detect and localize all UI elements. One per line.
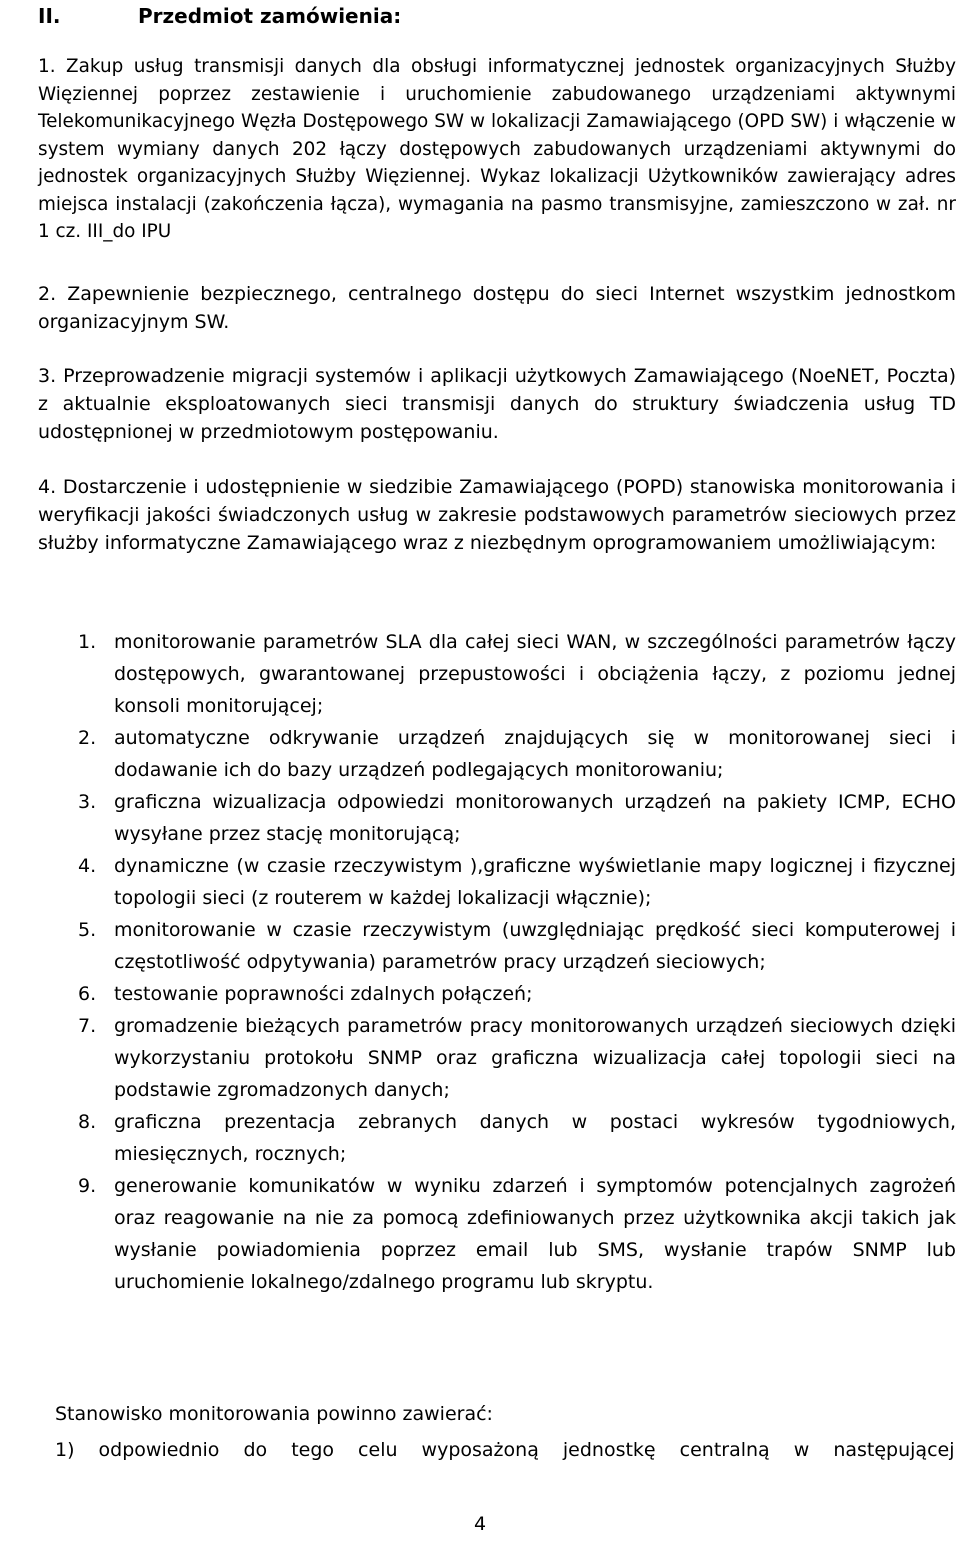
list-item-text: graficzna wizualizacja odpowiedzi monitorowanych urządzeń na pakiety ICMP, ECHO wysyłane przez stację monitorującą; bbox=[114, 791, 956, 845]
list-item bbox=[78, 722, 956, 786]
list-item-text: gromadzenie bieżących parametrów pracy monitorowanych urządzeń sieciowych dzięki wykorzystaniu protokołu SNMP oraz graficzna wizualizacja całej topologii sieci na podstawie zgromadzonych danych; bbox=[114, 1015, 956, 1101]
monitoring-requirements-list bbox=[78, 626, 956, 1298]
paragraph-3: 3. Przeprowadzenie migracji systemów i aplikacji użytkowych Zamawiającego (NoeNET, Poczta) z aktualnie eksploatowanych sieci transmisji danych do struktury świadczenia usług TD udostępnionej w przedmiotowym postępowaniu. bbox=[38, 365, 956, 443]
list-item bbox=[78, 1106, 956, 1170]
list-item-text: testowanie poprawności zdalnych połączeń; bbox=[114, 983, 533, 1005]
list-item-text: automatyczne odkrywanie urządzeń znajdujących się w monitorowanej sieci i dodawanie ich do bazy urządzeń podlegających monitorowaniu; bbox=[114, 727, 956, 781]
paragraph-4: 4. Dostarczenie i udostępnienie w siedzibie Zamawiającego (POPD) stanowiska monitorowania i weryfikacji jakości świadczonych usług w zakresie podstawowych parametrów sieciowych przez służby informatyczne Zamawiającego wraz z niezbędnym oprogramowaniem umożliwiającym: bbox=[38, 476, 956, 554]
list-item-text: dynamiczne (w czasie rzeczywistym ),graficzne wyświetlanie mapy logicznej i fizycznej topologii sieci (z routerem w każdej lokalizacji włącznie); bbox=[114, 855, 956, 909]
list-item-number: 4. bbox=[78, 855, 97, 877]
list-item-text: monitorowanie parametrów SLA dla całej sieci WAN, w szczególności parametrów łączy dostępowych, gwarantowanej przepustowości i obciążenia łączy, z poziomu jednej konsoli monitorującej; bbox=[114, 631, 956, 717]
list-item bbox=[78, 978, 956, 1010]
list-item bbox=[78, 850, 956, 914]
section-title: Przedmiot zamówienia: bbox=[138, 4, 402, 28]
list-item bbox=[78, 786, 956, 850]
station-item: 1) odpowiednio do tego celu wyposażoną jednostkę centralną w następującej bbox=[55, 1439, 955, 1461]
list-item-text: graficzna prezentacja zebranych danych w postaci wykresów tygodniowych, miesięcznych, rocznych; bbox=[114, 1111, 956, 1165]
list-item bbox=[78, 1010, 956, 1106]
list-item-number: 9. bbox=[78, 1175, 97, 1197]
list-item bbox=[78, 626, 956, 722]
list-item bbox=[78, 1170, 956, 1298]
list-item-number: 1. bbox=[78, 631, 97, 653]
list-item-number: 5. bbox=[78, 919, 97, 941]
list-item-number: 8. bbox=[78, 1111, 97, 1133]
list-item-number: 6. bbox=[78, 983, 97, 1005]
section-heading bbox=[38, 4, 401, 28]
list-item-number: 3. bbox=[78, 791, 97, 813]
page-number: 4 bbox=[473, 1513, 487, 1535]
list-item-text: generowanie komunikatów w wyniku zdarzeń i symptomów potencjalnych zagrożeń oraz reagowanie na nie za pomocą zdefiniowanych przez użytkownika akcji takich jak wysłanie powiadomienia poprzez email lub SMS, wysłanie trapów SNMP lub uruchomienie lokalnego/zdalnego programu lub skryptu. bbox=[114, 1175, 956, 1293]
list-item-number: 2. bbox=[78, 727, 97, 749]
section-number: II. bbox=[38, 4, 61, 28]
paragraph-2: 2. Zapewnienie bezpiecznego, centralnego dostępu do sieci Internet wszystkim jednostkom organizacyjnym SW. bbox=[38, 283, 956, 333]
list-item-text: monitorowanie w czasie rzeczywistym (uwzględniając prędkość sieci komputerowej i częstotliwość odpytywania) parametrów pracy urządzeń sieciowych; bbox=[114, 919, 956, 973]
list-item bbox=[78, 914, 956, 978]
station-intro: Stanowisko monitorowania powinno zawierać: bbox=[55, 1403, 493, 1425]
list-item-number: 7. bbox=[78, 1015, 97, 1037]
paragraph-1: 1. Zakup usług transmisji danych dla obsługi informatycznej jednostek organizacyjnych Służby Więziennej poprzez zestawienie i uruchomienie zabudowanego urządzeniami aktywnymi Telekomunikacyjnego Węzła Dostępowego SW w lokalizacji Zamawiającego (OPD SW) i włączenie w system wymiany danych 202 łączy dostępowych zabudowanych urządzeniami aktywnymi do jednostek organizacyjnych Służby Więziennej. Wykaz lokalizacji Użytkowników zawierający adres miejsca instalacji (zakończenia łącza), wymagania na pasmo transmisyjne, zamieszczono w zał. nr 1 cz. III_do IPU bbox=[38, 56, 956, 242]
